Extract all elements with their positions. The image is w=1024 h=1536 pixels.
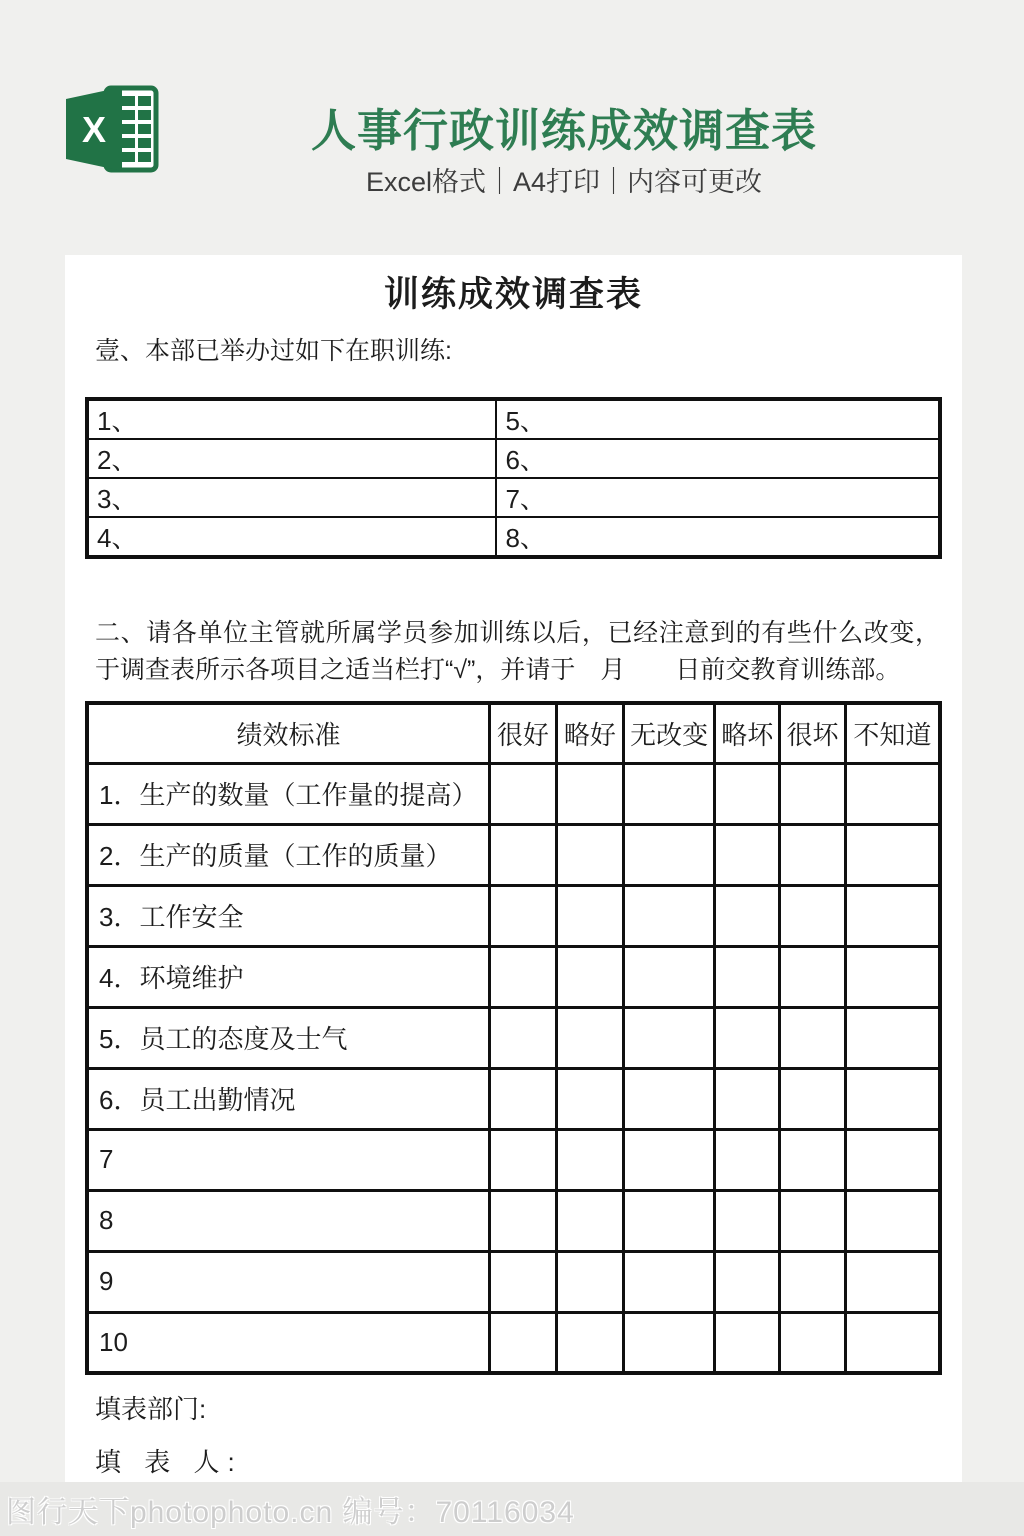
survey-option-cell (624, 885, 715, 946)
survey-option-cell (490, 885, 557, 946)
survey-option-cell (490, 946, 557, 1007)
survey-table (85, 701, 942, 1375)
survey-option-cell (624, 824, 715, 885)
section1-label: 壹、本部已举办过如下在职训练: (95, 337, 452, 365)
survey-option-cell (556, 1190, 623, 1251)
training-cell-right: 6、 (496, 439, 940, 478)
survey-option-cell (780, 763, 846, 824)
training-list-body (87, 399, 940, 557)
survey-option-cell (490, 1251, 557, 1312)
survey-row (87, 885, 940, 946)
survey-option-cell (845, 1312, 940, 1373)
survey-row (87, 763, 940, 824)
survey-option-cell (780, 824, 846, 885)
survey-option-cell (624, 1007, 715, 1068)
training-cell-left: 2、 (87, 439, 496, 478)
survey-row-label: 9 (87, 1251, 490, 1312)
training-list-table (85, 397, 942, 559)
training-cell-left: 1、 (87, 399, 496, 439)
survey-option-cell (715, 885, 780, 946)
survey-option-cell (624, 1312, 715, 1373)
survey-option-cell (490, 1312, 557, 1373)
survey-option-cell (715, 1312, 780, 1373)
survey-header-cell: 无改变 (624, 703, 715, 763)
page-subtitle: Excel格式｜A4打印｜内容可更改 (365, 167, 763, 197)
survey-option-cell (715, 1129, 780, 1190)
survey-option-cell (490, 1190, 557, 1251)
survey-option-cell (490, 1129, 557, 1190)
survey-row-label: 3．工作安全 (87, 885, 490, 946)
survey-row-label: 1．生产的数量（工作量的提高） (87, 763, 490, 824)
survey-option-cell (715, 946, 780, 1007)
survey-option-cell (715, 824, 780, 885)
survey-row-label: 7 (87, 1129, 490, 1190)
survey-option-cell (845, 1068, 940, 1129)
survey-row (87, 1068, 940, 1129)
survey-option-cell (845, 1007, 940, 1068)
fill-department-label: 填表部门: (95, 1394, 207, 1424)
survey-option-cell (780, 1190, 846, 1251)
survey-row-label: 2．生产的质量（工作的质量） (87, 824, 490, 885)
survey-option-cell (556, 1251, 623, 1312)
survey-header-cell: 略好 (556, 703, 623, 763)
survey-option-cell (624, 1251, 715, 1312)
survey-row-label: 4．环境维护 (87, 946, 490, 1007)
survey-option-cell (845, 1129, 940, 1190)
survey-option-cell (556, 1129, 623, 1190)
watermark-bar (0, 1482, 1024, 1536)
survey-option-cell (624, 763, 715, 824)
survey-option-cell (845, 1190, 940, 1251)
survey-option-cell (780, 885, 846, 946)
survey-option-cell (845, 763, 940, 824)
survey-option-cell (490, 1068, 557, 1129)
survey-option-cell (845, 1251, 940, 1312)
survey-option-cell (624, 1129, 715, 1190)
training-cell-left: 4、 (87, 517, 496, 557)
survey-header-cell: 略坏 (715, 703, 780, 763)
training-row (87, 439, 940, 478)
survey-option-cell (715, 1007, 780, 1068)
training-row (87, 399, 940, 439)
survey-option-cell (780, 1068, 846, 1129)
survey-option-cell (556, 1068, 623, 1129)
survey-option-cell (715, 1190, 780, 1251)
survey-header-cell: 不知道 (845, 703, 940, 763)
doc-title: 训练成效调查表 (383, 275, 643, 314)
survey-option-cell (715, 1251, 780, 1312)
training-row (87, 478, 940, 517)
survey-row (87, 946, 940, 1007)
survey-row (87, 1007, 940, 1068)
survey-option-cell (845, 824, 940, 885)
fill-person-label: 填 表 人: (95, 1447, 243, 1477)
section2-text: 二、请各单位主管就所属学员参加训练以后，已经注意到的有些什么改变，于调查表所示各项目之适当栏打“√”，并请于 月 日前交教育训练部。 (95, 619, 940, 684)
training-cell-right: 7、 (496, 478, 940, 517)
training-cell-right: 8、 (496, 517, 940, 557)
page-title: 人事行政训练成效调查表 (310, 105, 817, 156)
survey-table-body (87, 763, 940, 1373)
survey-option-cell (556, 946, 623, 1007)
survey-option-cell (715, 1068, 780, 1129)
survey-option-cell (490, 1007, 557, 1068)
document-preview (65, 255, 962, 1482)
survey-row (87, 1251, 940, 1312)
survey-option-cell (780, 1129, 846, 1190)
survey-option-cell (624, 1068, 715, 1129)
survey-option-cell (624, 946, 715, 1007)
survey-option-cell (845, 885, 940, 946)
training-row (87, 517, 940, 557)
excel-letter-x: X (81, 109, 107, 150)
survey-option-cell (556, 763, 623, 824)
survey-row (87, 1190, 940, 1251)
training-cell-left: 3、 (87, 478, 496, 517)
survey-option-cell (490, 763, 557, 824)
survey-row-label: 8 (87, 1190, 490, 1251)
watermark-text: 图行天下photophoto.cn 编号：70116034 (6, 1496, 575, 1529)
survey-option-cell (715, 763, 780, 824)
survey-header-row (87, 703, 940, 763)
survey-header-criteria: 绩效标准 (87, 703, 490, 763)
survey-option-cell (780, 946, 846, 1007)
survey-row-label: 6．员工出勤情况 (87, 1068, 490, 1129)
survey-row (87, 1312, 940, 1373)
survey-option-cell (624, 1190, 715, 1251)
survey-option-cell (556, 1007, 623, 1068)
survey-row (87, 1129, 940, 1190)
survey-option-cell (556, 824, 623, 885)
survey-option-cell (845, 946, 940, 1007)
survey-option-cell (780, 1007, 846, 1068)
survey-option-cell (556, 885, 623, 946)
survey-row-label: 5．员工的态度及士气 (87, 1007, 490, 1068)
survey-row-label: 10 (87, 1312, 490, 1373)
survey-header-cell: 很好 (490, 703, 557, 763)
survey-option-cell (780, 1312, 846, 1373)
survey-option-cell (556, 1312, 623, 1373)
survey-option-cell (490, 824, 557, 885)
survey-row (87, 824, 940, 885)
survey-option-cell (780, 1251, 846, 1312)
survey-header-cell: 很坏 (780, 703, 846, 763)
training-cell-right: 5、 (496, 399, 940, 439)
